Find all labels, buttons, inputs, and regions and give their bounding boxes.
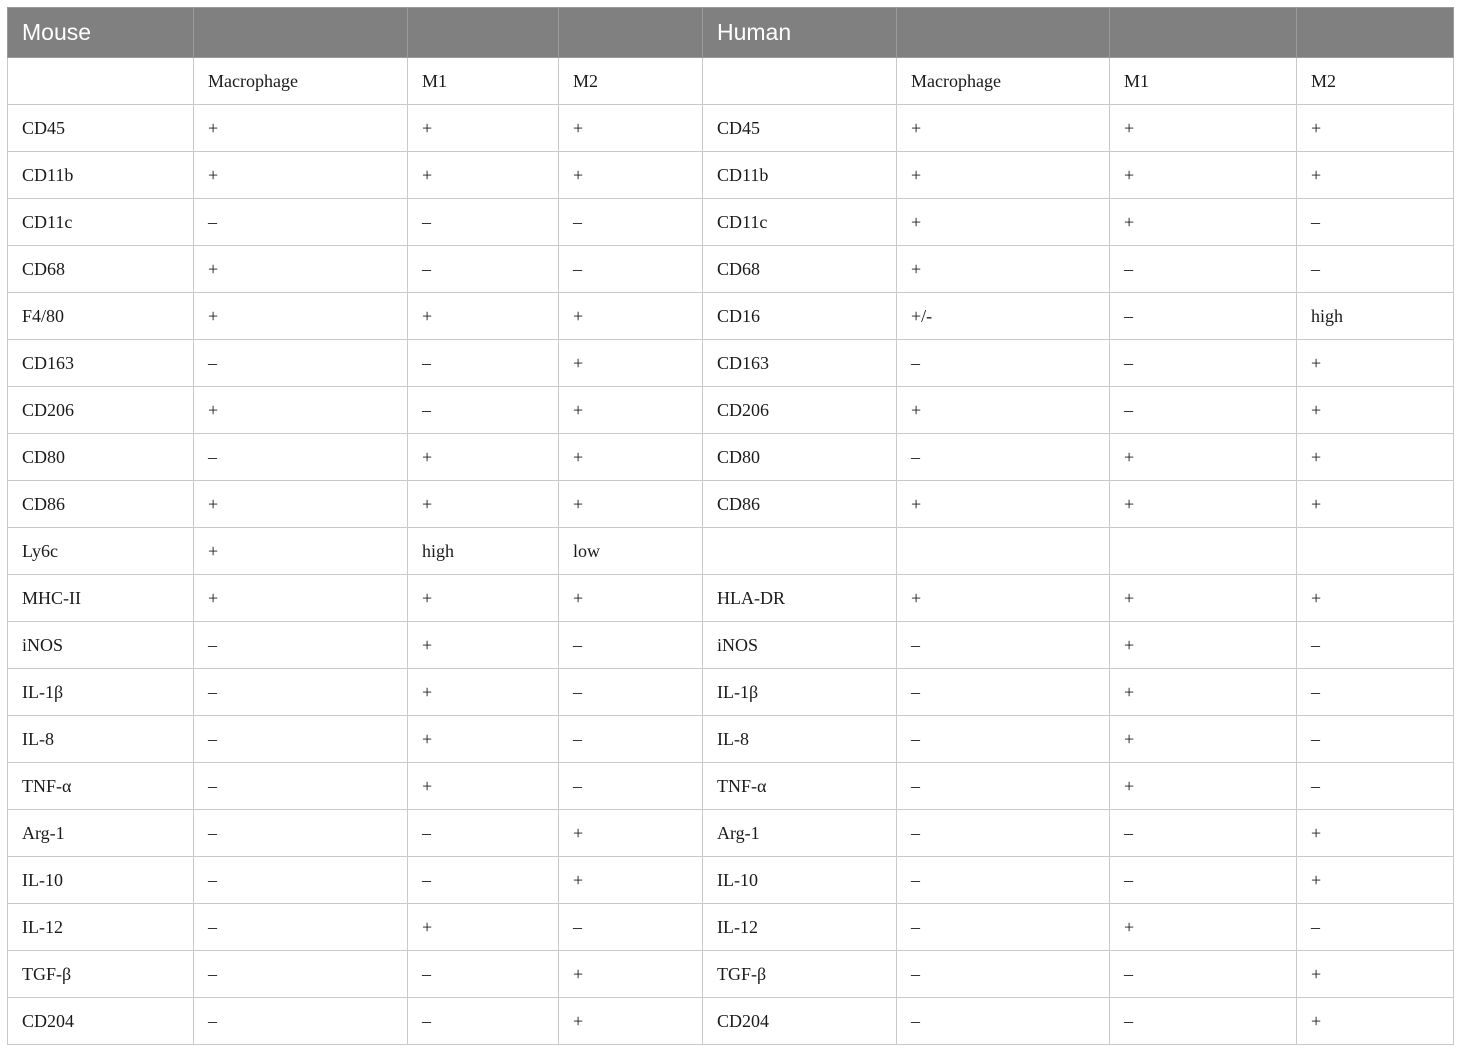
marker-name-cell: CD11b bbox=[703, 152, 897, 199]
expression-cell: + bbox=[194, 246, 408, 293]
expression-cell: – bbox=[897, 951, 1110, 998]
expression-cell: – bbox=[194, 199, 408, 246]
expression-cell: + bbox=[559, 293, 703, 340]
marker-name-cell: TNF-α bbox=[8, 763, 194, 810]
expression-cell: + bbox=[408, 293, 559, 340]
table-row bbox=[8, 622, 1454, 669]
marker-name-cell: TGF-β bbox=[8, 951, 194, 998]
expression-cell: + bbox=[1110, 904, 1297, 951]
expression-cell: + bbox=[1110, 763, 1297, 810]
expression-cell: – bbox=[897, 810, 1110, 857]
expression-cell: low bbox=[559, 528, 703, 575]
expression-cell: – bbox=[194, 669, 408, 716]
column-header-cell: Macrophage bbox=[897, 58, 1110, 105]
marker-name-cell: IL-8 bbox=[703, 716, 897, 763]
expression-cell: – bbox=[408, 857, 559, 904]
expression-cell bbox=[897, 528, 1110, 575]
table-row bbox=[8, 951, 1454, 998]
expression-cell: – bbox=[408, 998, 559, 1045]
expression-cell: + bbox=[897, 481, 1110, 528]
expression-cell: – bbox=[897, 434, 1110, 481]
table-row bbox=[8, 105, 1454, 152]
table-row bbox=[8, 904, 1454, 951]
expression-cell: – bbox=[897, 998, 1110, 1045]
marker-name-cell: IL-8 bbox=[8, 716, 194, 763]
expression-cell: + bbox=[1297, 105, 1454, 152]
marker-name-cell: MHC-II bbox=[8, 575, 194, 622]
expression-cell: – bbox=[1110, 387, 1297, 434]
expression-cell: + bbox=[559, 105, 703, 152]
expression-cell: – bbox=[1297, 199, 1454, 246]
expression-cell: – bbox=[897, 763, 1110, 810]
expression-cell: – bbox=[1297, 904, 1454, 951]
expression-cell: – bbox=[897, 716, 1110, 763]
expression-cell: + bbox=[194, 105, 408, 152]
expression-cell: + bbox=[1297, 340, 1454, 387]
marker-name-cell: CD206 bbox=[703, 387, 897, 434]
expression-cell: – bbox=[559, 669, 703, 716]
marker-name-cell: CD16 bbox=[703, 293, 897, 340]
expression-cell: – bbox=[194, 716, 408, 763]
header-cell bbox=[1110, 8, 1297, 58]
table-row bbox=[8, 575, 1454, 622]
expression-cell: + bbox=[897, 575, 1110, 622]
expression-cell: + bbox=[559, 481, 703, 528]
table-row bbox=[8, 763, 1454, 810]
expression-cell: + bbox=[408, 434, 559, 481]
expression-cell: + bbox=[559, 152, 703, 199]
expression-cell: + bbox=[1110, 669, 1297, 716]
header-cell bbox=[559, 8, 703, 58]
marker-name-cell: iNOS bbox=[703, 622, 897, 669]
expression-cell: – bbox=[897, 904, 1110, 951]
header-cell bbox=[897, 8, 1110, 58]
expression-cell: + bbox=[1297, 998, 1454, 1045]
expression-cell: – bbox=[194, 951, 408, 998]
expression-cell: – bbox=[1110, 810, 1297, 857]
expression-cell: – bbox=[559, 716, 703, 763]
expression-cell: + bbox=[1110, 199, 1297, 246]
expression-cell: + bbox=[1110, 716, 1297, 763]
expression-cell: + bbox=[1110, 481, 1297, 528]
expression-cell: – bbox=[897, 340, 1110, 387]
marker-name-cell: Ly6c bbox=[8, 528, 194, 575]
expression-cell: – bbox=[408, 199, 559, 246]
expression-cell: – bbox=[1297, 246, 1454, 293]
marker-name-cell: CD86 bbox=[703, 481, 897, 528]
expression-cell: high bbox=[1297, 293, 1454, 340]
table-row bbox=[8, 199, 1454, 246]
expression-cell: +/- bbox=[897, 293, 1110, 340]
expression-cell: – bbox=[559, 904, 703, 951]
expression-cell: – bbox=[897, 622, 1110, 669]
expression-cell: – bbox=[1110, 857, 1297, 904]
expression-cell: + bbox=[408, 152, 559, 199]
expression-cell: – bbox=[1110, 998, 1297, 1045]
table-row bbox=[8, 481, 1454, 528]
marker-name-cell: HLA-DR bbox=[703, 575, 897, 622]
expression-cell: + bbox=[1297, 434, 1454, 481]
marker-name-cell: CD45 bbox=[8, 105, 194, 152]
expression-cell: + bbox=[194, 152, 408, 199]
expression-cell: high bbox=[408, 528, 559, 575]
expression-cell: – bbox=[194, 763, 408, 810]
expression-cell: + bbox=[194, 293, 408, 340]
expression-cell: – bbox=[1297, 763, 1454, 810]
expression-cell bbox=[1110, 528, 1297, 575]
header-cell: Mouse bbox=[8, 8, 194, 58]
expression-cell: – bbox=[559, 246, 703, 293]
column-header-cell bbox=[703, 58, 897, 105]
expression-cell: + bbox=[408, 105, 559, 152]
marker-table bbox=[7, 7, 1454, 1045]
expression-cell: – bbox=[194, 904, 408, 951]
expression-cell: + bbox=[559, 810, 703, 857]
column-header-cell: M2 bbox=[559, 58, 703, 105]
expression-cell: – bbox=[897, 669, 1110, 716]
expression-cell bbox=[1297, 528, 1454, 575]
column-header-cell: M1 bbox=[1110, 58, 1297, 105]
expression-cell: + bbox=[559, 951, 703, 998]
expression-cell: + bbox=[1297, 810, 1454, 857]
expression-cell: – bbox=[559, 622, 703, 669]
expression-cell: – bbox=[408, 810, 559, 857]
header-cell: Human bbox=[703, 8, 897, 58]
header-cell bbox=[408, 8, 559, 58]
expression-cell: – bbox=[1297, 716, 1454, 763]
table-row bbox=[8, 387, 1454, 434]
expression-cell: + bbox=[408, 622, 559, 669]
expression-cell: – bbox=[194, 857, 408, 904]
expression-cell: + bbox=[408, 481, 559, 528]
marker-name-cell: Arg-1 bbox=[703, 810, 897, 857]
expression-cell: + bbox=[408, 763, 559, 810]
table-row bbox=[8, 246, 1454, 293]
header-cell bbox=[194, 8, 408, 58]
marker-name-cell: IL-10 bbox=[8, 857, 194, 904]
expression-cell: – bbox=[1110, 951, 1297, 998]
expression-cell: + bbox=[1110, 434, 1297, 481]
expression-cell: – bbox=[194, 998, 408, 1045]
expression-cell: + bbox=[408, 669, 559, 716]
marker-name-cell: TNF-α bbox=[703, 763, 897, 810]
table-row bbox=[8, 152, 1454, 199]
expression-cell: + bbox=[559, 998, 703, 1045]
marker-name-cell: CD204 bbox=[8, 998, 194, 1045]
expression-cell: – bbox=[408, 951, 559, 998]
table-row bbox=[8, 340, 1454, 387]
header-cell bbox=[1297, 8, 1454, 58]
table-row bbox=[8, 857, 1454, 904]
expression-cell: + bbox=[1297, 387, 1454, 434]
column-header-cell: Macrophage bbox=[194, 58, 408, 105]
expression-cell: + bbox=[897, 152, 1110, 199]
expression-cell: + bbox=[194, 528, 408, 575]
expression-cell: – bbox=[408, 246, 559, 293]
table-row bbox=[8, 293, 1454, 340]
table-row bbox=[8, 434, 1454, 481]
expression-cell: + bbox=[559, 340, 703, 387]
table-row bbox=[8, 810, 1454, 857]
expression-cell: + bbox=[1297, 152, 1454, 199]
marker-name-cell: CD80 bbox=[8, 434, 194, 481]
marker-name-cell: CD11c bbox=[8, 199, 194, 246]
expression-cell: + bbox=[194, 481, 408, 528]
marker-name-cell: CD11c bbox=[703, 199, 897, 246]
marker-name-cell: CD80 bbox=[703, 434, 897, 481]
expression-cell: – bbox=[559, 763, 703, 810]
marker-name-cell: F4/80 bbox=[8, 293, 194, 340]
expression-cell: + bbox=[194, 575, 408, 622]
expression-cell: + bbox=[408, 904, 559, 951]
expression-cell: – bbox=[1297, 622, 1454, 669]
expression-cell: + bbox=[559, 575, 703, 622]
marker-name-cell: iNOS bbox=[8, 622, 194, 669]
expression-cell: + bbox=[559, 857, 703, 904]
expression-cell: – bbox=[1110, 293, 1297, 340]
table-row bbox=[8, 998, 1454, 1045]
expression-cell: – bbox=[408, 340, 559, 387]
marker-name-cell: IL-10 bbox=[703, 857, 897, 904]
expression-cell: – bbox=[897, 857, 1110, 904]
expression-cell: – bbox=[1297, 669, 1454, 716]
marker-name-cell: CD45 bbox=[703, 105, 897, 152]
expression-cell: – bbox=[1110, 246, 1297, 293]
marker-name-cell: CD68 bbox=[8, 246, 194, 293]
expression-cell: + bbox=[1297, 481, 1454, 528]
table-row bbox=[8, 669, 1454, 716]
expression-cell: + bbox=[1110, 622, 1297, 669]
expression-cell: + bbox=[1297, 951, 1454, 998]
expression-cell: + bbox=[1297, 857, 1454, 904]
expression-cell: + bbox=[559, 387, 703, 434]
expression-cell: + bbox=[408, 716, 559, 763]
species-header-row bbox=[8, 8, 1454, 58]
marker-name-cell: CD68 bbox=[703, 246, 897, 293]
marker-name-cell: Arg-1 bbox=[8, 810, 194, 857]
expression-cell: + bbox=[897, 199, 1110, 246]
marker-name-cell bbox=[703, 528, 897, 575]
expression-cell: + bbox=[897, 105, 1110, 152]
expression-cell: – bbox=[194, 340, 408, 387]
expression-cell: – bbox=[559, 199, 703, 246]
expression-cell: – bbox=[194, 810, 408, 857]
column-header-cell bbox=[8, 58, 194, 105]
expression-cell: + bbox=[1110, 575, 1297, 622]
expression-cell: + bbox=[408, 575, 559, 622]
marker-name-cell: CD206 bbox=[8, 387, 194, 434]
marker-name-cell: CD86 bbox=[8, 481, 194, 528]
expression-cell: – bbox=[194, 434, 408, 481]
expression-cell: + bbox=[1110, 105, 1297, 152]
marker-name-cell: CD204 bbox=[703, 998, 897, 1045]
expression-cell: – bbox=[1110, 340, 1297, 387]
column-header-row bbox=[8, 58, 1454, 105]
expression-cell: + bbox=[897, 246, 1110, 293]
marker-name-cell: IL-12 bbox=[8, 904, 194, 951]
marker-name-cell: CD163 bbox=[8, 340, 194, 387]
expression-cell: + bbox=[897, 387, 1110, 434]
expression-cell: + bbox=[1297, 575, 1454, 622]
marker-name-cell: IL-1β bbox=[703, 669, 897, 716]
column-header-cell: M1 bbox=[408, 58, 559, 105]
table-row bbox=[8, 716, 1454, 763]
marker-name-cell: CD11b bbox=[8, 152, 194, 199]
expression-cell: + bbox=[1110, 152, 1297, 199]
marker-name-cell: CD163 bbox=[703, 340, 897, 387]
expression-cell: – bbox=[408, 387, 559, 434]
marker-name-cell: TGF-β bbox=[703, 951, 897, 998]
expression-cell: + bbox=[559, 434, 703, 481]
marker-name-cell: IL-1β bbox=[8, 669, 194, 716]
table-row bbox=[8, 528, 1454, 575]
expression-cell: – bbox=[194, 622, 408, 669]
marker-name-cell: IL-12 bbox=[703, 904, 897, 951]
column-header-cell: M2 bbox=[1297, 58, 1454, 105]
expression-cell: + bbox=[194, 387, 408, 434]
